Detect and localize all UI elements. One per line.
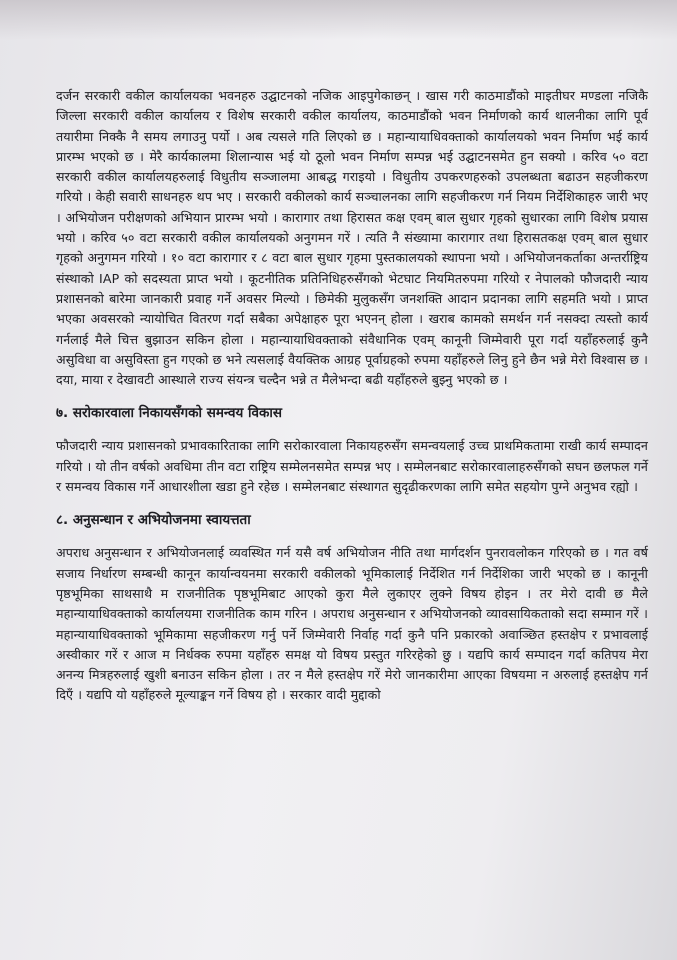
paragraph-2: फौजदारी न्याय प्रशासनको प्रभावकारिताका लागि सरोकारवाला निकायहरुसँग समन्वयलाई उच्च प्राथमिकतामा राखी कार्य सम्पादन गरियो । यो तीन वर्षको अवधिमा तीन वटा राष्ट्रिय सम्मेलनसमेत सम्पन्न भए । सम्मेलनबाट सरोकारवालाहरुसँगको सघन छलफल गर्ने र समन्वय विकास गर्ने आधारशीला खडा हुने रहेछ । सम्मेलनबाट संस्थागत सुदृढीकरणका लागि समेत सहयोग पुग्ने अनुभव रह्यो ।: [56, 438, 648, 495]
section-8-heading: ८. अनुसन्धान र अभियोजनमा स्वायत्तता: [56, 512, 251, 529]
paragraph-1: दर्जन सरकारी वकील कार्यालयका भवनहरु उद्घाटनको नजिक आइपुगेकाछन् । खास गरी काठमाडौंको माइतीघर मण्डला नजिकै जिल्ला सरकारी वकील कार्यालय र विशेष सरकारी वकील कार्यालय, काठमाडौंको भवन निर्माणको कार्य थालनीका लागि पूर्व तयारीमा निक्कै नै समय लगाउनु पर्यो । अब त्यसले गति लिएको छ । महान्यायाधिवक्ताको कार्यालयको भवन निर्माण भई कार्य प्रारम्भ भएको छ । मेरै कार्यकालमा शिलान्यास भई यो ठूलो भवन निर्माण सम्पन्न भई उद्घाटनसमेत हुन सक्यो । करिव ५० वटा सरकारी वकील कार्यालयहरुलाई विधुतीय सञ्जालमा आबद्ध गराइयो । विधुतीय उपकरणहरुको उपलब्धता बढाउन सहजीकरण गरियो । केही सवारी साधनहरु थप भए । सरकारी वकीलको कार्य सञ्चालनका लागि सहजीकरण गर्न नियम निर्देशिकाहरु जारी भए । अभियोजन परीक्षणको अभियान प्रारम्भ भयो । कारागार तथा हिरासत कक्ष एवम् बाल सुधार गृहको सुधारका लागि विशेष प्रयास भयो । करिव ५० वटा सरकारी वकील कार्यालयको अनुगमन गरें । त्यति नै संख्यामा कारागार तथा हिरासतकक्ष एवम् बाल सुधार गृहको अनुगमन गरियो । १० वटा कारागार र ८ वटा बाल सुधार गृहमा पुस्तकालयको स्थापना भयो । अभियोजनकर्ताका अन्तर्राष्ट्रिय संस्थाको IAP को सदस्यता प्राप्त भयो । कूटनीतिक प्रतिनिधिहरुसँगको भेटघाट नियमितरुपमा गरियो र नेपालको फौजदारी न्याय प्रशासनको बारेमा जानकारी प्रवाह गर्ने अवसर मिल्यो । छिमेकी मुलुकसँग जनशक्ति आदान प्रदानका लागि सहमति भयो । प्राप्त भएका अवसरको न्यायोचित वितरण गर्दा सबैका अपेक्षाहरु पूरा भएनन् होला । खराब कामको समर्थन गर्न नसक्दा त्यस्तो कार्य गर्नलाई मैले चित्त बुझाउन सकिन होला । महान्यायाधिवक्ताको संवैधानिक एवम् कानूनी जिम्मेवारी पूरा गर्दा यहाँहरुलाई कुनै असुविधा वा असुविस्ता हुन गएको छ भने त्यसलाई वैयक्तिक आग्रह पूर्वाग्रहको रुपमा यहाँहरुले लिनु हुने छैन भन्ने मेरो विश्वास छ । दया, माया र देखावटी आस्थाले राज्य संयन्त्र चल्दैन भन्ने त मैलेभन्दा बढी यहाँहरुले बुझ्नु भएको छ ।: [56, 88, 648, 388]
page-top-shadow: [0, 0, 677, 40]
paragraph-3: अपराध अनुसन्धान र अभियोजनलाई व्यवस्थित गर्न यसै वर्ष अभियोजन नीति तथा मार्गदर्शन पुनरावलोकन गरिएको छ । गत वर्ष सजाय निर्धारण सम्बन्धी कानून कार्यान्वयनमा सरकारी वकीलको भूमिकालाई निर्देशित गर्न निर्देशिका जारी भएको छ । कानूनी पृष्ठभूमिका साथसाथै म राजनीतिक पृष्ठभूमिबाट आएको कुरा मैले लुकाएर लुक्ने विषय होइन । तर मेरो दावी छ मैले महान्यायाधिवक्ताको कार्यालयमा राजनीतिक काम गरिन । अपराध अनुसन्धान र अभियोजनको व्यावसायिकताको सदा सम्मान गरें । महान्यायाधिवक्ताको भूमिकामा सहजीकरण गर्नु पर्ने जिम्मेवारी निर्वाह गर्दा कुनै पनि प्रकारको अवाञ्छित हस्तक्षेप र प्रभावलाई अस्वीकार गरें र आज म निर्धक्क रुपमा यहाँहरु समक्ष यो विषय प्रस्तुत गरिरहेको छु । यद्यपि कार्य सम्पादन गर्दा कतिपय मेरा अनन्य मित्रहरुलाई खुशी बनाउन सकिन होला । तर न मैले हस्तक्षेप गरें मेरो जानकारीमा आएका विषयमा न अरुलाई हस्तक्षेप गर्न दिएँ । यद्यपि यो यहाँहरुले मूल्याङ्कन गर्ने विषय हो । सरकार वादी मुद्दाको: [56, 545, 648, 703]
section-7-heading: ७. सरोकारवाला निकायसँगको समन्वय विकास: [56, 405, 282, 422]
page-content: [56, 86, 648, 706]
